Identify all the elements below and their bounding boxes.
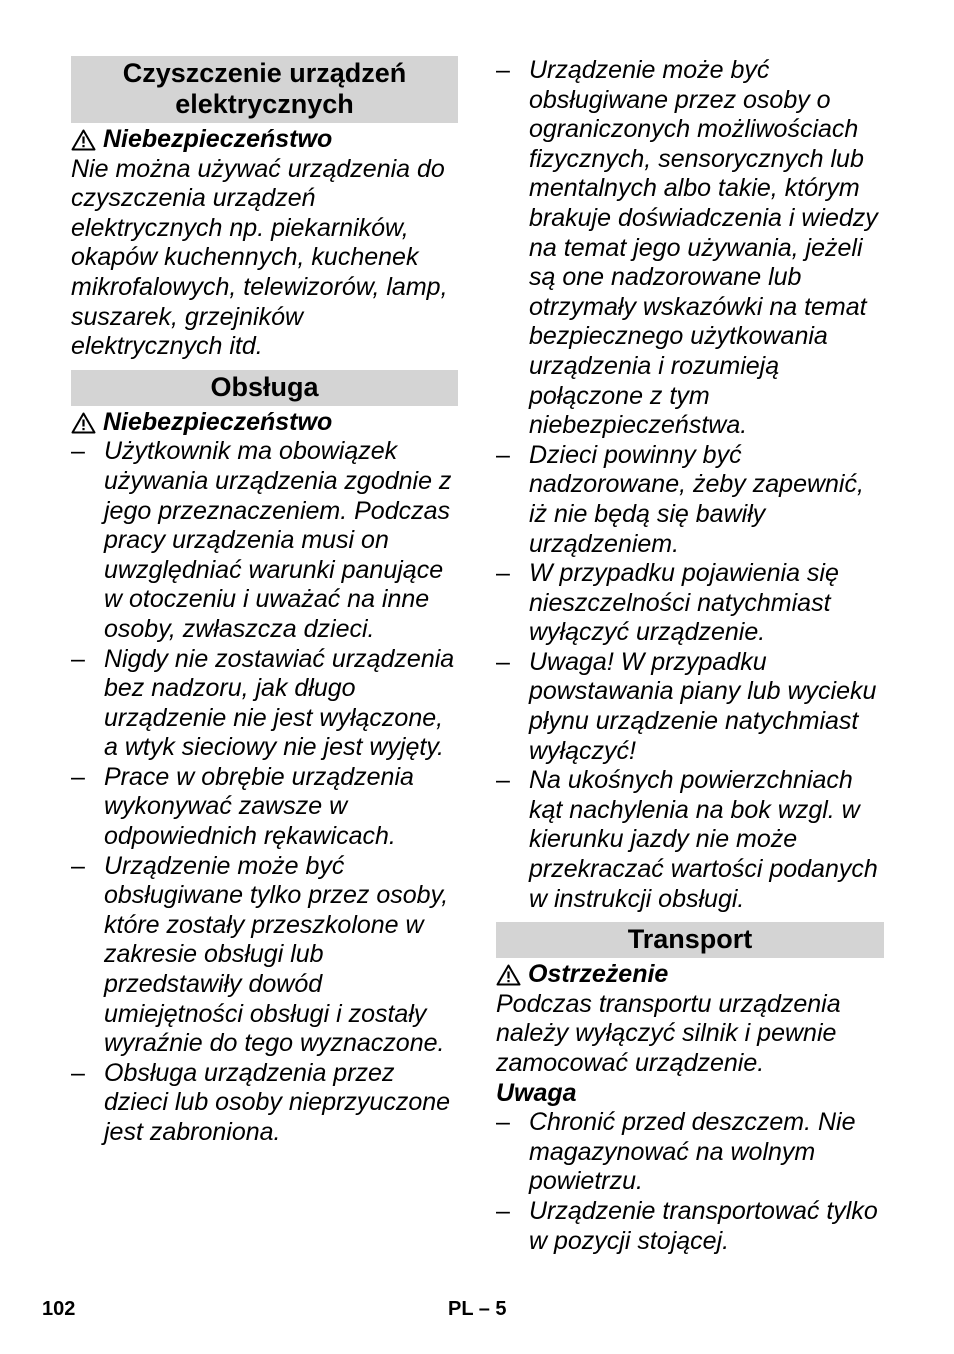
- electrical-cleaning-text: Nie można używać urządzenia do czyszczenia urządzeń elektrycznych np. piekarników, okapów kuchennych, kuchenek mikrofalowych, telewizorów, lamp, suszarek, grzejników elektrycznych itd.: [71, 154, 448, 361]
- list-dash: –: [71, 644, 85, 673]
- danger-warning: [71, 408, 458, 438]
- list-item-text: Chronić przed deszczem. Nie magazynować na wolnym powietrzu.: [529, 1108, 856, 1196]
- list-item-text: Prace w obrębie urządzenia wykonywać zawsze w odpowiednich rękawicach.: [104, 762, 414, 851]
- list-dash: –: [496, 56, 510, 84]
- section-heading-operation: Obsługa: [71, 370, 458, 406]
- list-dash: –: [71, 851, 85, 880]
- list-item-text: Użytkownik ma obowiązek używania urządzenia zgodnie z jego przeznaczeniem. Podczas pracy urządzenia musi on uwzględniać warunki panujące w otoczeniu i uważać na inne osoby, zwłaszcza dzieci.: [104, 437, 452, 643]
- transport-list: [496, 1108, 884, 1256]
- warning-triangle-icon: [71, 412, 96, 434]
- list-item-text: Urządzenie może być obsługiwane tylko przez osoby, które zostały przeszkolone w zakresie obsługi lub przedstawiły dowód umiejętności obsługi i zostały wyraźnie do tego wyznaczone.: [104, 851, 449, 1058]
- page-number: 102: [42, 1298, 76, 1320]
- list-item: [71, 645, 458, 763]
- operation-list: [71, 437, 458, 1147]
- list-dash: –: [71, 437, 85, 466]
- list-dash: –: [71, 1058, 85, 1087]
- list-item: [496, 559, 884, 648]
- left-column: [71, 56, 458, 1148]
- list-item: [496, 441, 884, 559]
- warning-triangle-icon: [496, 964, 521, 986]
- list-item-text: W przypadku pojawienia się nieszczelności natychmiast wyłączyć urządzenie.: [529, 559, 839, 647]
- operation-list-continued: [496, 56, 884, 914]
- warning-label: Ostrzeżenie: [528, 960, 669, 989]
- list-item: [496, 1197, 884, 1256]
- list-item-text: Urządzenie może być obsługiwane przez osoby o ograniczonych możliwościach fizycznych, sensorycznych lub mentalnych albo takie, którym brakuje doświadczenia i wiedzy na temat jego używania, jeżeli są one nadzorowane lub otrzymały wskazówki na temat bezpiecznego użytkowania urządzenia i rozumieją połączone z tym niebezpieczeństwa.: [529, 56, 878, 440]
- warning-triangle-icon: [71, 129, 96, 151]
- list-item: [496, 648, 884, 766]
- right-column: [496, 56, 884, 1256]
- warning-label: Niebezpieczeństwo: [103, 407, 333, 436]
- list-dash: –: [496, 1108, 510, 1137]
- list-item-text: Dzieci powinny być nadzorowane, żeby zapewnić, iż nie będą się bawiły urządzeniem.: [529, 440, 864, 558]
- list-item-text: Uwaga! W przypadku powstawania piany lub wycieku płynu urządzenie natychmiast wyłączyć!: [529, 647, 877, 765]
- list-item: [71, 852, 458, 1059]
- transport-text: Podczas transportu urządzenia należy wyłączyć silnik i pewnie zamocować urządzenie.: [496, 989, 841, 1077]
- list-item-text: Obsługa urządzenia przez dzieci lub osoby nieprzyuczone jest zabroniona.: [104, 1058, 451, 1146]
- list-dash: –: [71, 762, 85, 791]
- section-heading-transport: Transport: [496, 922, 884, 958]
- danger-warning: [71, 125, 458, 155]
- list-item-text: Urządzenie transportować tylko w pozycji stojącej.: [529, 1196, 878, 1255]
- warning-label: Niebezpieczeństwo: [103, 125, 333, 153]
- section-heading-electrical-cleaning: Czyszczenie urządzeń elektrycznych: [71, 56, 458, 123]
- list-dash: –: [496, 559, 510, 588]
- list-dash: –: [496, 440, 510, 469]
- language-page-indicator: PL – 5: [448, 1298, 507, 1320]
- list-item: [496, 1108, 884, 1197]
- list-item-text: Nigdy nie zostawiać urządzenia bez nadzoru, jak długo urządzenie nie jest wyłączone, a wtyk sieciowy nie jest wyjęty.: [104, 644, 455, 762]
- list-dash: –: [496, 647, 510, 676]
- list-item: [71, 763, 458, 852]
- list-item: [496, 766, 884, 914]
- list-item: [496, 56, 884, 441]
- list-item-text: Na ukośnych powierzchniach kąt nachylenia na bok wzgl. w kierunku jazdy nie może przekraczać wartości podanych w instrukcji obsługi.: [529, 766, 878, 913]
- list-item: [71, 1059, 458, 1148]
- list-dash: –: [496, 766, 510, 795]
- caution-warning: [496, 960, 884, 990]
- note-label: Uwaga: [496, 1078, 577, 1107]
- list-item: [71, 437, 458, 644]
- list-dash: –: [496, 1196, 510, 1225]
